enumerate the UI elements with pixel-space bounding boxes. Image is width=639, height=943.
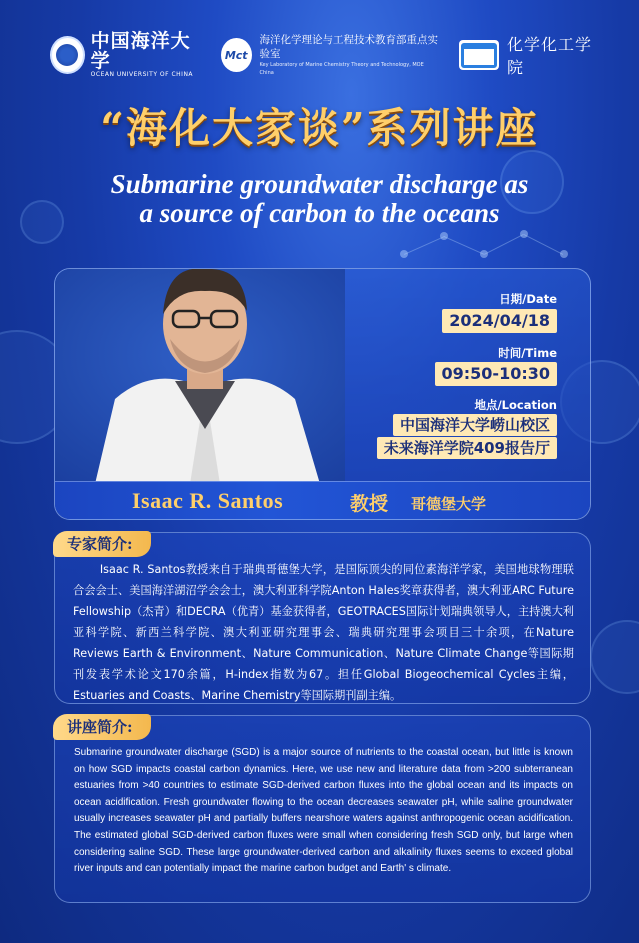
molecule-bond — [484, 234, 524, 255]
speaker-name: Isaac R. Santos — [132, 488, 284, 513]
time-value: 09:50-10:30 — [435, 362, 558, 386]
lab-name-en: Key Laboratory of Marine Chemistry Theory and Technology, MOE China — [259, 62, 424, 76]
bokeh-decoration — [590, 620, 639, 694]
speaker-name-bar — [55, 481, 590, 519]
location-value-line2: 未来海洋学院409报告厅 — [377, 437, 557, 459]
lecture-topic — [0, 170, 639, 228]
lecture-abstract-section — [54, 715, 591, 903]
ouc-logo — [91, 31, 199, 79]
lab-logo — [260, 33, 440, 77]
time-label: 时间/Time — [498, 346, 557, 360]
bio-text: Isaac R. Santos教授来自于瑞典哥德堡大学，是国际顶尖的同位素海洋学家，美国地球物理联合会会士、美国海洋湖沼学会会士，澳大利亚科学院Anton Hales奖章获得者，澳大利亚ARC Future Fellowship（杰青）和DECRA（优青）基金获得者，GEOTRACES国际计划瑞典领导人，主持澳大利亚科学院、新西兰科学院、澳大利亚研究理事会、瑞典研究理事会项目三十余项，在Nature Reviews Earth & Environment、Nature Communication、Nature Climate Change等国际期刊发表学术论文170余篇，H-index指数为67。担任Global Biogeochemical Cycles主编，Estuaries and Coasts、Marine Chemistry等国际期刊副主编。 — [73, 563, 574, 702]
speaker-university: 哥德堡大学 — [411, 495, 487, 513]
school-emblem-icon — [459, 40, 499, 70]
lab-name-cn: 海洋化学理论与工程技术教育部重点实验室 — [259, 34, 439, 60]
bio-heading: 专家简介: — [53, 531, 151, 557]
lecture-topic-line1: Submarine groundwater discharge as — [110, 169, 529, 199]
lab-emblem-icon: Mct — [221, 38, 252, 72]
series-title: “海化大家谈”系列讲座 — [100, 104, 539, 152]
molecule-bond — [444, 236, 485, 255]
speaker-photo — [55, 269, 345, 484]
ouc-emblem-icon — [50, 36, 85, 74]
location-value-line1: 中国海洋大学崂山校区 — [393, 414, 557, 436]
lecture-topic-line2: a source of carbon to the oceans — [139, 198, 500, 228]
date-value: 2024/04/18 — [442, 309, 557, 333]
location-label: 地点/Location — [474, 398, 557, 412]
ouc-name-cn: 中国海洋大学 — [90, 30, 191, 72]
speaker-title: 教授 — [350, 493, 389, 515]
ouc-name-en: OCEAN UNIVERSITY OF CHINA — [90, 71, 194, 78]
date-label: 日期/Date — [499, 292, 557, 306]
speaker-info-card — [54, 268, 591, 520]
logo-row — [50, 30, 599, 80]
speaker-bio-section — [54, 532, 591, 704]
school-name: 化学化工学院 — [507, 35, 593, 77]
molecule-bond — [404, 236, 445, 255]
molecule-bond — [524, 234, 564, 255]
abstract-heading: 讲座简介: — [53, 714, 151, 740]
abstract-text: Submarine groundwater discharge (SGD) is a major source of nutrients to the coastal ocean, but little is known on how SGD impacts coastal carbon dynamics. Here, we use new and literature data from >200 subterranean estuaries from >40 countries to estimate SGD-derived carbon fluxes into the global ocean and its impacts on ocean acidification. Fresh groundwater flowing to the ocean decreases seawater pH, while saline groundwater usually increases seawater pH and partially buffers nearshore waters against anthropogenic ocean acidification. The estimated global SGD-derived carbon fluxes were small when considering fresh SGD only, but large when considering saline SGD. These large groundwater-derived carbon and alkalinity fluxes seems to exceed global river inputs and can potentially impact the marine carbon budget and Earth' s climate. — [74, 747, 573, 875]
